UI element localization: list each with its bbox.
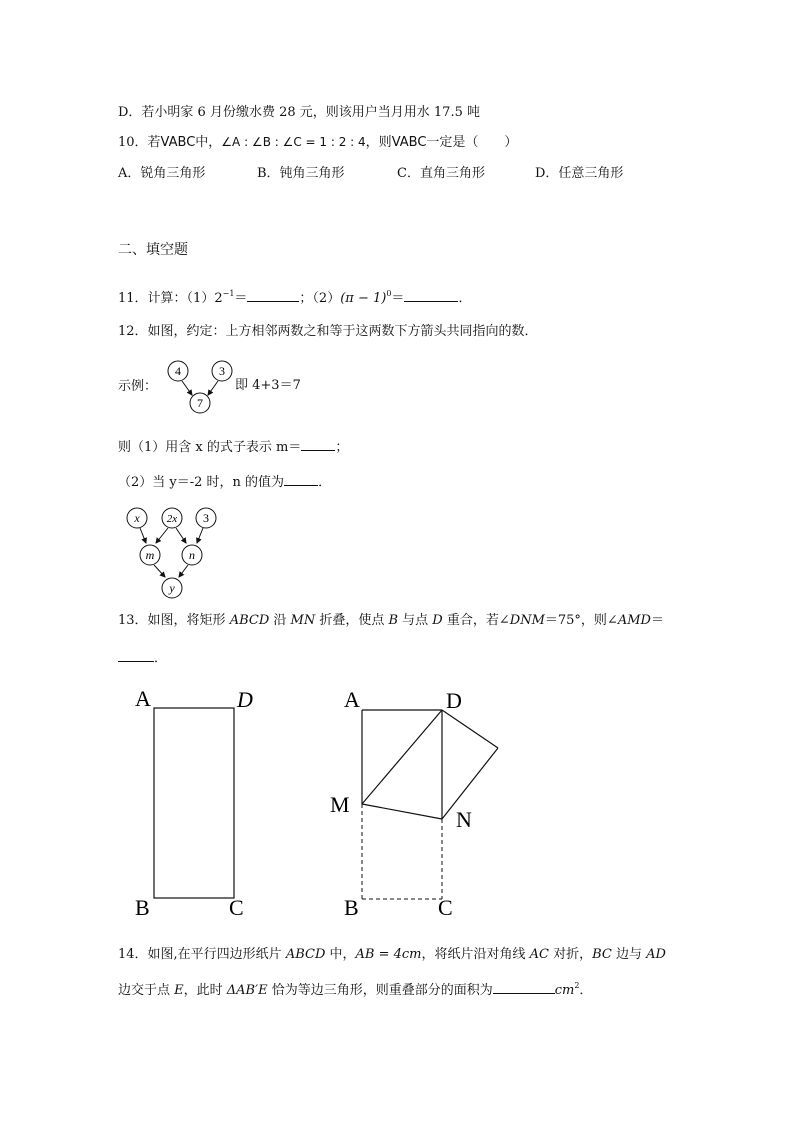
- example-node-7-label: 7: [197, 396, 203, 410]
- label-a2: A: [344, 687, 360, 712]
- example-arrow-left: [182, 381, 192, 395]
- q14-ab: AB = 4cm: [355, 947, 422, 962]
- q13-mid4: 重合，若∠: [442, 613, 510, 628]
- node-n-label: n: [189, 548, 195, 562]
- q13-mid2: 折叠，使点: [315, 613, 389, 628]
- q14-para: ABCD: [285, 947, 326, 962]
- q12-part1-end: ；: [335, 440, 349, 455]
- q10-stem: [118, 133, 517, 152]
- q10-option-a[interactable]: A．锐角三角形: [118, 166, 206, 181]
- q13-b: B: [388, 613, 399, 628]
- label-c: C: [229, 895, 244, 920]
- q14-bc: BC: [592, 947, 612, 962]
- q10-prefix: 10．若: [118, 135, 161, 150]
- q13-blank[interactable]: [118, 648, 154, 662]
- q12-part2-prefix: （2）当 y＝-2 时，n 的值为: [118, 475, 285, 490]
- q13-figure-rectangle: [130, 680, 270, 920]
- q14-e: E: [174, 983, 184, 998]
- q13-rect: ABCD: [229, 613, 270, 628]
- q14-unit-exp: 2: [574, 981, 580, 990]
- q13-answer-line: [118, 648, 167, 668]
- arrow-n-y: [179, 565, 188, 577]
- q14-line1-a: 14．如图,在平行四边形纸片: [118, 947, 286, 962]
- edge-d-cprime: [442, 710, 498, 748]
- q12-part2: [118, 472, 331, 492]
- q14-line2-b: ，此时: [183, 983, 227, 998]
- label-d: D: [237, 687, 253, 712]
- q14-line2-c: 恰为等边三角形，则重叠部分的面积为: [267, 983, 493, 998]
- q13-prefix: 13．如图，将矩形: [118, 613, 230, 628]
- q11-prefix: 11．计算：（1）: [118, 291, 215, 306]
- q14-blank[interactable]: [493, 980, 555, 994]
- q12-part1-prefix: 则（1）用含 x 的式子表示 m＝: [118, 440, 302, 455]
- label-m: M: [330, 792, 350, 817]
- example-arrow-right: [208, 381, 218, 395]
- q10-triangle: VABC: [160, 135, 196, 150]
- q14-unit: cm: [554, 983, 575, 998]
- q13-mid1: 沿: [269, 613, 291, 628]
- q14-line1-c: ，将纸片沿对角线: [421, 947, 530, 962]
- q14-ad: AD: [646, 947, 666, 962]
- arrow-x-m: [140, 528, 146, 543]
- q10-ratio: ∠A : ∠B : ∠C = 1 : 2 : 4: [221, 135, 366, 149]
- q13-fold: MN: [290, 613, 316, 628]
- q11-expr1-base: 2: [214, 291, 223, 306]
- q14-line1-e: 边与: [611, 947, 647, 962]
- q13-mid3: 与点: [398, 613, 433, 628]
- node-y-label: y: [169, 581, 175, 595]
- q13-angle-name: DNM: [509, 613, 545, 628]
- node-3-label: 3: [203, 511, 209, 525]
- q12-example-label: 示例：: [118, 379, 158, 394]
- q11-eq2: ＝: [391, 291, 405, 306]
- example-node-4-label: 4: [175, 364, 181, 378]
- arrow-m-y: [154, 565, 165, 577]
- q13-ask: AMD: [617, 613, 651, 628]
- q11-expr2-exp: 0: [386, 289, 392, 298]
- node-x-label: x: [134, 511, 140, 525]
- q12-part2-end: ．: [318, 475, 332, 490]
- q10-option-b[interactable]: B．钝角三角形: [257, 166, 345, 181]
- q12-example-text: 即 4+3＝7: [235, 378, 301, 393]
- q14-line1: [118, 946, 666, 964]
- q12-blank-2[interactable]: [284, 472, 318, 486]
- q10-mid: 中，: [195, 135, 222, 150]
- label-d2: D: [446, 688, 462, 713]
- q14-end: ．: [579, 983, 593, 998]
- q11-blank-1[interactable]: [247, 288, 299, 302]
- q13-stem: [118, 612, 664, 630]
- q12-diagram: [118, 503, 228, 603]
- label-a: A: [135, 686, 151, 711]
- q13-end: ．: [154, 651, 168, 666]
- fold-line-mn: [362, 804, 442, 819]
- q14-line2-a: 边交于点: [118, 983, 175, 998]
- q11-stem: [118, 285, 471, 308]
- label-b: B: [135, 895, 150, 920]
- label-c2: C: [438, 895, 453, 920]
- node-2x-label: 2x: [166, 513, 178, 525]
- q9-option-d: D．若小明家 6 月份缴水费 28 元，则该用户当月用水 17.5 吨: [118, 105, 480, 120]
- arrow-3-n: [197, 528, 203, 543]
- q12-blank-1[interactable]: [301, 437, 335, 451]
- q12-example-diagram: [160, 357, 240, 417]
- q11-blank-2[interactable]: [404, 288, 458, 302]
- q11-eq: ＝: [234, 291, 248, 306]
- q10-option-c[interactable]: C．直角三角形: [397, 166, 485, 181]
- q11-end: ．: [458, 291, 472, 306]
- q13-angle-val: ＝75°，则∠: [544, 613, 618, 628]
- q13-d: D: [432, 613, 443, 628]
- example-node-3-label: 3: [219, 364, 225, 378]
- q14-line1-b: 中，: [325, 947, 356, 962]
- label-n: N: [456, 807, 472, 832]
- q13-figure-folded: [325, 680, 525, 920]
- section-title: 二、填空题: [118, 242, 188, 258]
- arrow-2x-n: [176, 528, 186, 543]
- q10-mid2: ，则: [365, 135, 392, 150]
- q10-option-d[interactable]: D．任意三角形: [535, 166, 624, 181]
- q11-expr1-exp: −1: [222, 289, 235, 298]
- edge-md: [362, 710, 442, 804]
- q14-ac: AC: [529, 947, 549, 962]
- label-b2: B: [344, 895, 359, 920]
- arrow-2x-m: [156, 528, 168, 543]
- rectangle-abcd: [154, 708, 234, 898]
- q12-stem: 12．如图，约定：上方相邻两数之和等于这两数下方箭头共同指向的数．: [118, 324, 538, 339]
- q14-line1-d: 对折，: [548, 947, 593, 962]
- q14-line2: [118, 977, 592, 1000]
- node-m-label: m: [145, 548, 155, 562]
- q11-expr2: (π − 1): [340, 291, 387, 306]
- q11-sep: ；（2）: [299, 291, 341, 306]
- q14-tri: ΔAB′E: [226, 983, 268, 998]
- q10-end: 一定是（ ）: [426, 135, 518, 150]
- q12-part1: [118, 437, 348, 457]
- q10-triangle2: VABC: [391, 135, 427, 150]
- q13-eq: ＝: [650, 613, 664, 628]
